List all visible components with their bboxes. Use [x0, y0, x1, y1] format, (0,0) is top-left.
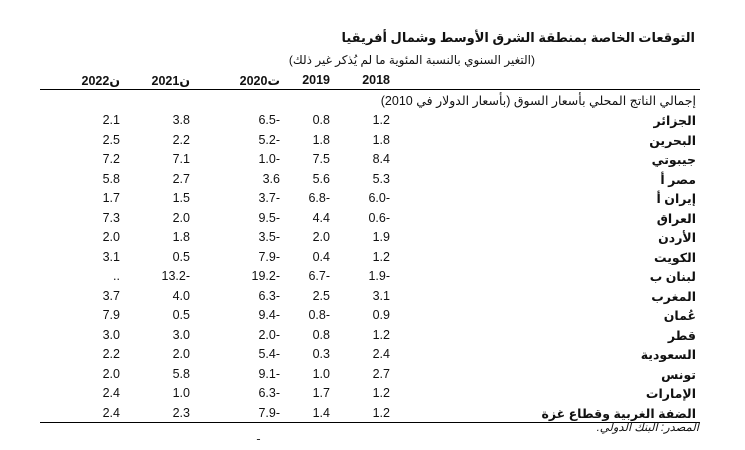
- table-row: [40, 208, 700, 228]
- row-value-y2021: 13.2-: [161, 269, 190, 283]
- row-value-y2022: 3.7: [102, 288, 120, 303]
- row-country: الأردن: [658, 231, 696, 245]
- row-value-y2018: 2.7: [372, 366, 390, 381]
- row-value-y2020: 3.6: [262, 171, 280, 186]
- row-value-y2020: 6.5-: [258, 113, 280, 127]
- row-value-y2020: 19.2-: [251, 269, 280, 283]
- row-value-y2021: 2.0: [172, 347, 190, 361]
- row-country: الكويت: [653, 250, 696, 265]
- row-value-y2018: 1.9: [372, 230, 390, 244]
- table-row: [40, 325, 700, 345]
- row-value-y2020: 7.9-: [258, 249, 280, 264]
- table-row: [40, 130, 700, 150]
- table-subtitle: (التغير السنوي بالنسبة المئوية ما لم يُذكر غير ذلك): [288, 53, 535, 67]
- row-value-y2018: 6.0-: [368, 191, 390, 205]
- row-value-y2021: 2.2: [172, 132, 190, 147]
- row-value-y2019: 1.0: [312, 366, 330, 381]
- row-value-y2022: 2.0: [102, 230, 120, 244]
- row-value-y2019: 0.4: [312, 249, 330, 264]
- row-value-y2018: 1.2: [372, 386, 390, 400]
- table-body: [40, 110, 700, 423]
- row-value-y2021: 0.5: [172, 249, 190, 264]
- row-value-y2019: 2.5: [312, 288, 330, 303]
- row-value-y2021: 1.8: [172, 230, 190, 244]
- row-value-y2022: 7.3: [102, 210, 120, 225]
- table-row: [40, 188, 700, 208]
- row-value-y2021: 1.5: [172, 191, 190, 205]
- section-heading: [40, 90, 700, 110]
- row-value-y2020: 7.9-: [258, 405, 280, 420]
- row-value-y2021: 1.0: [172, 386, 190, 400]
- row-value-y2019: 6.8-: [308, 191, 330, 205]
- row-value-y2019: 7.5: [312, 152, 330, 166]
- row-value-y2020: 2.0-: [258, 327, 280, 342]
- row-value-y2022: 5.8: [102, 171, 120, 186]
- row-value-y2022: 2.1: [102, 113, 120, 127]
- row-value-y2018: 1.9-: [368, 269, 390, 283]
- row-country: تونس: [661, 367, 696, 382]
- forecast-table: [40, 70, 700, 423]
- row-value-y2022: 2.2: [102, 347, 120, 361]
- table-row: [40, 344, 700, 364]
- row-value-y2019: 4.4: [312, 210, 330, 225]
- row-value-y2020: 3.7-: [258, 191, 280, 205]
- row-value-y2020: 3.5-: [258, 230, 280, 244]
- table-row: [40, 110, 700, 130]
- header-2018: 2018: [362, 73, 390, 87]
- row-value-y2021: 3.8: [172, 113, 190, 127]
- row-value-y2018: 3.1: [372, 288, 390, 303]
- header-2020: 2020ت: [239, 74, 280, 88]
- row-value-y2020: 6.3-: [258, 386, 280, 400]
- table-title: التوقعات الخاصة بمنطقة الشرق الأوسط وشمال أفريقيا: [341, 30, 695, 45]
- row-value-y2019: 1.8: [312, 132, 330, 147]
- row-country: الجزائر: [653, 114, 696, 128]
- row-value-y2019: 6.7-: [308, 269, 330, 283]
- row-value-y2018: 2.4: [372, 347, 390, 361]
- row-value-y2018: 0.9: [372, 308, 390, 322]
- row-value-y2018: 5.3: [372, 171, 390, 186]
- section-label: إجمالي الناتج المحلي بأسعار السوق (بأسعار الدولار في 2010): [380, 94, 696, 108]
- row-value-y2018: 1.8: [372, 132, 390, 147]
- row-value-y2020: 9.4-: [258, 308, 280, 322]
- row-value-y2022: 1.7: [102, 191, 120, 205]
- table-row: [40, 247, 700, 267]
- row-country: المغرب: [651, 289, 696, 304]
- row-value-y2022: 2.4: [102, 386, 120, 400]
- row-country: جيبوتي: [651, 153, 696, 167]
- row-value-y2018: 1.2: [372, 405, 390, 420]
- row-value-y2022: 2.4: [102, 405, 120, 420]
- row-value-y2022: 7.9: [102, 308, 120, 322]
- table-row: [40, 266, 700, 286]
- row-value-y2020: 6.3-: [258, 288, 280, 303]
- row-country: السعودية: [640, 348, 696, 362]
- row-value-y2021: 2.7: [172, 171, 190, 186]
- row-country: الإمارات: [645, 387, 696, 401]
- row-value-y2019: 5.6: [312, 171, 330, 186]
- row-value-y2021: 3.0: [172, 327, 190, 342]
- row-country: لبنان ب: [649, 270, 696, 284]
- header-2019: 2019: [302, 73, 330, 87]
- row-country: البحرين: [649, 133, 696, 148]
- row-value-y2018: 1.2: [372, 249, 390, 264]
- row-value-y2022: 3.1: [102, 249, 120, 264]
- row-country: الضفة الغربية وقطاع غزة: [541, 406, 696, 421]
- row-country: العراق: [656, 211, 696, 226]
- row-value-y2019: 1.4: [312, 405, 330, 420]
- row-value-y2022: 7.2: [102, 152, 120, 166]
- row-value-y2019: 2.0: [312, 230, 330, 244]
- row-value-y2021: 2.0: [172, 210, 190, 225]
- row-country: إيران أ: [656, 192, 696, 206]
- table-row: [40, 383, 700, 403]
- row-value-y2020: 1.0-: [258, 152, 280, 166]
- row-value-y2022: ..: [113, 269, 120, 283]
- row-value-y2018: 1.2: [372, 113, 390, 127]
- row-value-y2019: 0.8-: [308, 308, 330, 322]
- row-value-y2018: 8.4: [372, 152, 390, 166]
- table-row: [40, 227, 700, 247]
- row-value-y2019: 0.3: [312, 347, 330, 361]
- row-country: قطر: [667, 328, 696, 343]
- table-row: [40, 169, 700, 189]
- table-row: [40, 305, 700, 325]
- row-country: مصر أ: [660, 172, 696, 187]
- row-value-y2020: 5.4-: [258, 347, 280, 361]
- row-value-y2021: 4.0: [172, 288, 190, 303]
- row-value-y2020: 5.2-: [258, 132, 280, 147]
- source-note: المصدر: البنك الدولي.: [596, 422, 699, 434]
- row-value-y2018: 0.6-: [368, 210, 390, 225]
- table-row: [40, 364, 700, 384]
- row-value-y2021: 0.5: [172, 308, 190, 322]
- table-row: [40, 149, 700, 169]
- row-value-y2019: 0.8: [312, 327, 330, 342]
- row-country: عُمان: [663, 309, 696, 323]
- row-value-y2018: 1.2: [372, 327, 390, 342]
- table-header: [40, 70, 700, 90]
- row-value-y2020: 9.5-: [258, 210, 280, 225]
- row-value-y2022: 2.0: [102, 366, 120, 381]
- header-2022: 2022ن: [81, 74, 120, 88]
- row-value-y2022: 2.5: [102, 132, 120, 147]
- header-2021: 2021ن: [151, 74, 190, 88]
- row-value-y2020: 9.1-: [258, 366, 280, 381]
- row-value-y2019: 0.8: [312, 113, 330, 127]
- table-row: [40, 286, 700, 306]
- row-value-y2021: 2.3: [172, 405, 190, 420]
- row-value-y2021: 7.1: [172, 152, 190, 166]
- row-value-y2019: 1.7: [312, 386, 330, 400]
- row-value-y2021: 5.8: [172, 366, 190, 381]
- stray-mark: ـ: [257, 432, 260, 443]
- row-value-y2022: 3.0: [102, 327, 120, 342]
